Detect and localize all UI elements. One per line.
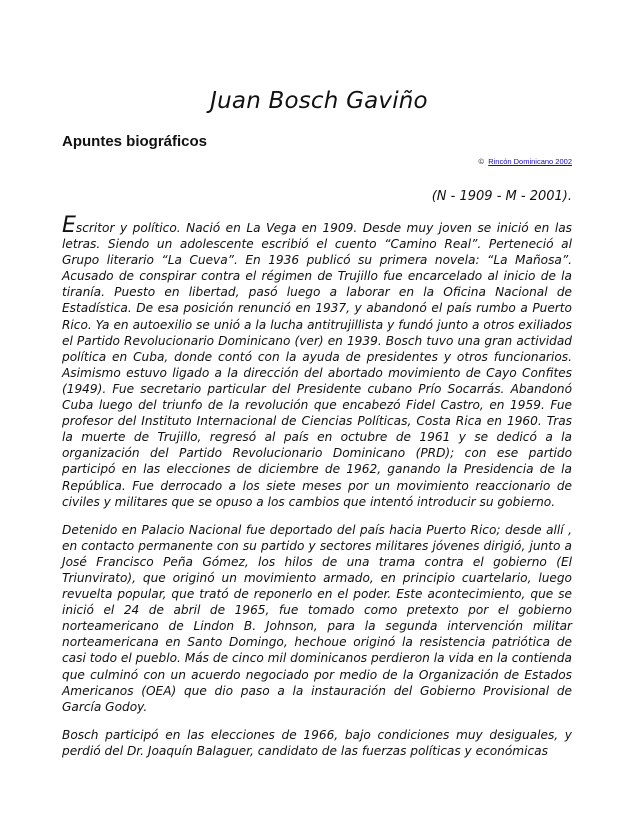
copyright-link[interactable]: Rincón Dominicano 2002: [488, 157, 572, 166]
drop-cap: E: [62, 213, 76, 238]
paragraph-1: [62, 213, 572, 510]
biography-body: [62, 213, 572, 771]
copyright-symbol: ©: [478, 157, 485, 166]
paragraph-1-text: scritor y político. Nació en La Vega en 1909. Desde muy joven se inició en las letras. Siendo un adolescente escribió el cuento “Camino Real”. Perteneció al Grupo literario “La Cueva”. En 1936 publicó su primera novela: “La Mañosa”. Acusado de conspirar contra el régimen de Trujillo fue encarcelado al inicio de la tiranía. Puesto en libertad, pasó luego a laborar en la Oficina Nacional de Estadística. De esa posición renunció en 1937, y abandonó el país rumbo a Puerto Rico. Ya en autoexilio se unió a la lucha antitrujillista y fundó junto a otros exiliados el Partido Revolucionario Dominicano (ver) en 1939. Bosch tuvo una gran actividad política en Cuba, donde contó con la ayuda de presidentes y otros funcionarios. Asimismo estuvo ligado a la dirección del abortado movimiento de Cayo Confites (1949). Fue secretario particular del Presidente cubano Prío Socarrás. Abandonó Cuba luego del triunfo de la revolución que encabezó Fidel Castro, en 1959. Fue profesor del Instituto Internacional de Ciencias Políticas, Costa Rica en 1960. Tras la muerte de Trujillo, regresó al país en octubre de 1961 y se dedicó a la organización del Partido Revolucionario Dominicano (PRD); con ese partido participó en las elecciones de diciembre de 1962, ganando la Presidencia de la República. Fue derrocado a los siete meses por un movimiento reaccionario de civiles y militares que se opuso a los cambios que intentó introducir su gobierno.: [62, 221, 572, 509]
life-dates: (N - 1909 - M - 2001).: [431, 189, 572, 204]
paragraph-2: Detenido en Palacio Nacional fue deportado del país hacia Puerto Rico; desde allí , en contacto permanente con su partido y sectores militares jóvenes dirigió, junto a José Francisco Peña Gómez, los hilos de una trama contra el gobierno (El Triunvirato), que originó un movimiento armado, en principio cuartelario, luego revuelta popular, que trató de reponerlo en el poder. Este acontecimiento, que se inició el 24 de abril de 1965, fue tomado como pretexto por el gobierno norteamericano de Lindon B. Johnson, para la segunda intervención militar norteamericana en Santo Domingo, hechoue originó la resistencia patriótica de casi todo el pueblo. Más de cinco mil dominicanos perdieron la vida en la contienda que culminó con un acuerdo negociado por medio de la Organización de Estados Americanos (OEA) que dio paso a la instauración del Gobierno Provisional de García Godoy.: [62, 522, 572, 714]
copyright-notice: [478, 157, 572, 166]
paragraph-3: Bosch participó en las elecciones de 1966, bajo condiciones muy desiguales, y perdió del Dr. Joaquín Balaguer, candidato de las fuerzas políticas y económicas: [62, 727, 572, 758]
document-title: Juan Bosch Gaviño: [210, 88, 428, 114]
document-subtitle: Apuntes biográficos: [62, 133, 208, 150]
